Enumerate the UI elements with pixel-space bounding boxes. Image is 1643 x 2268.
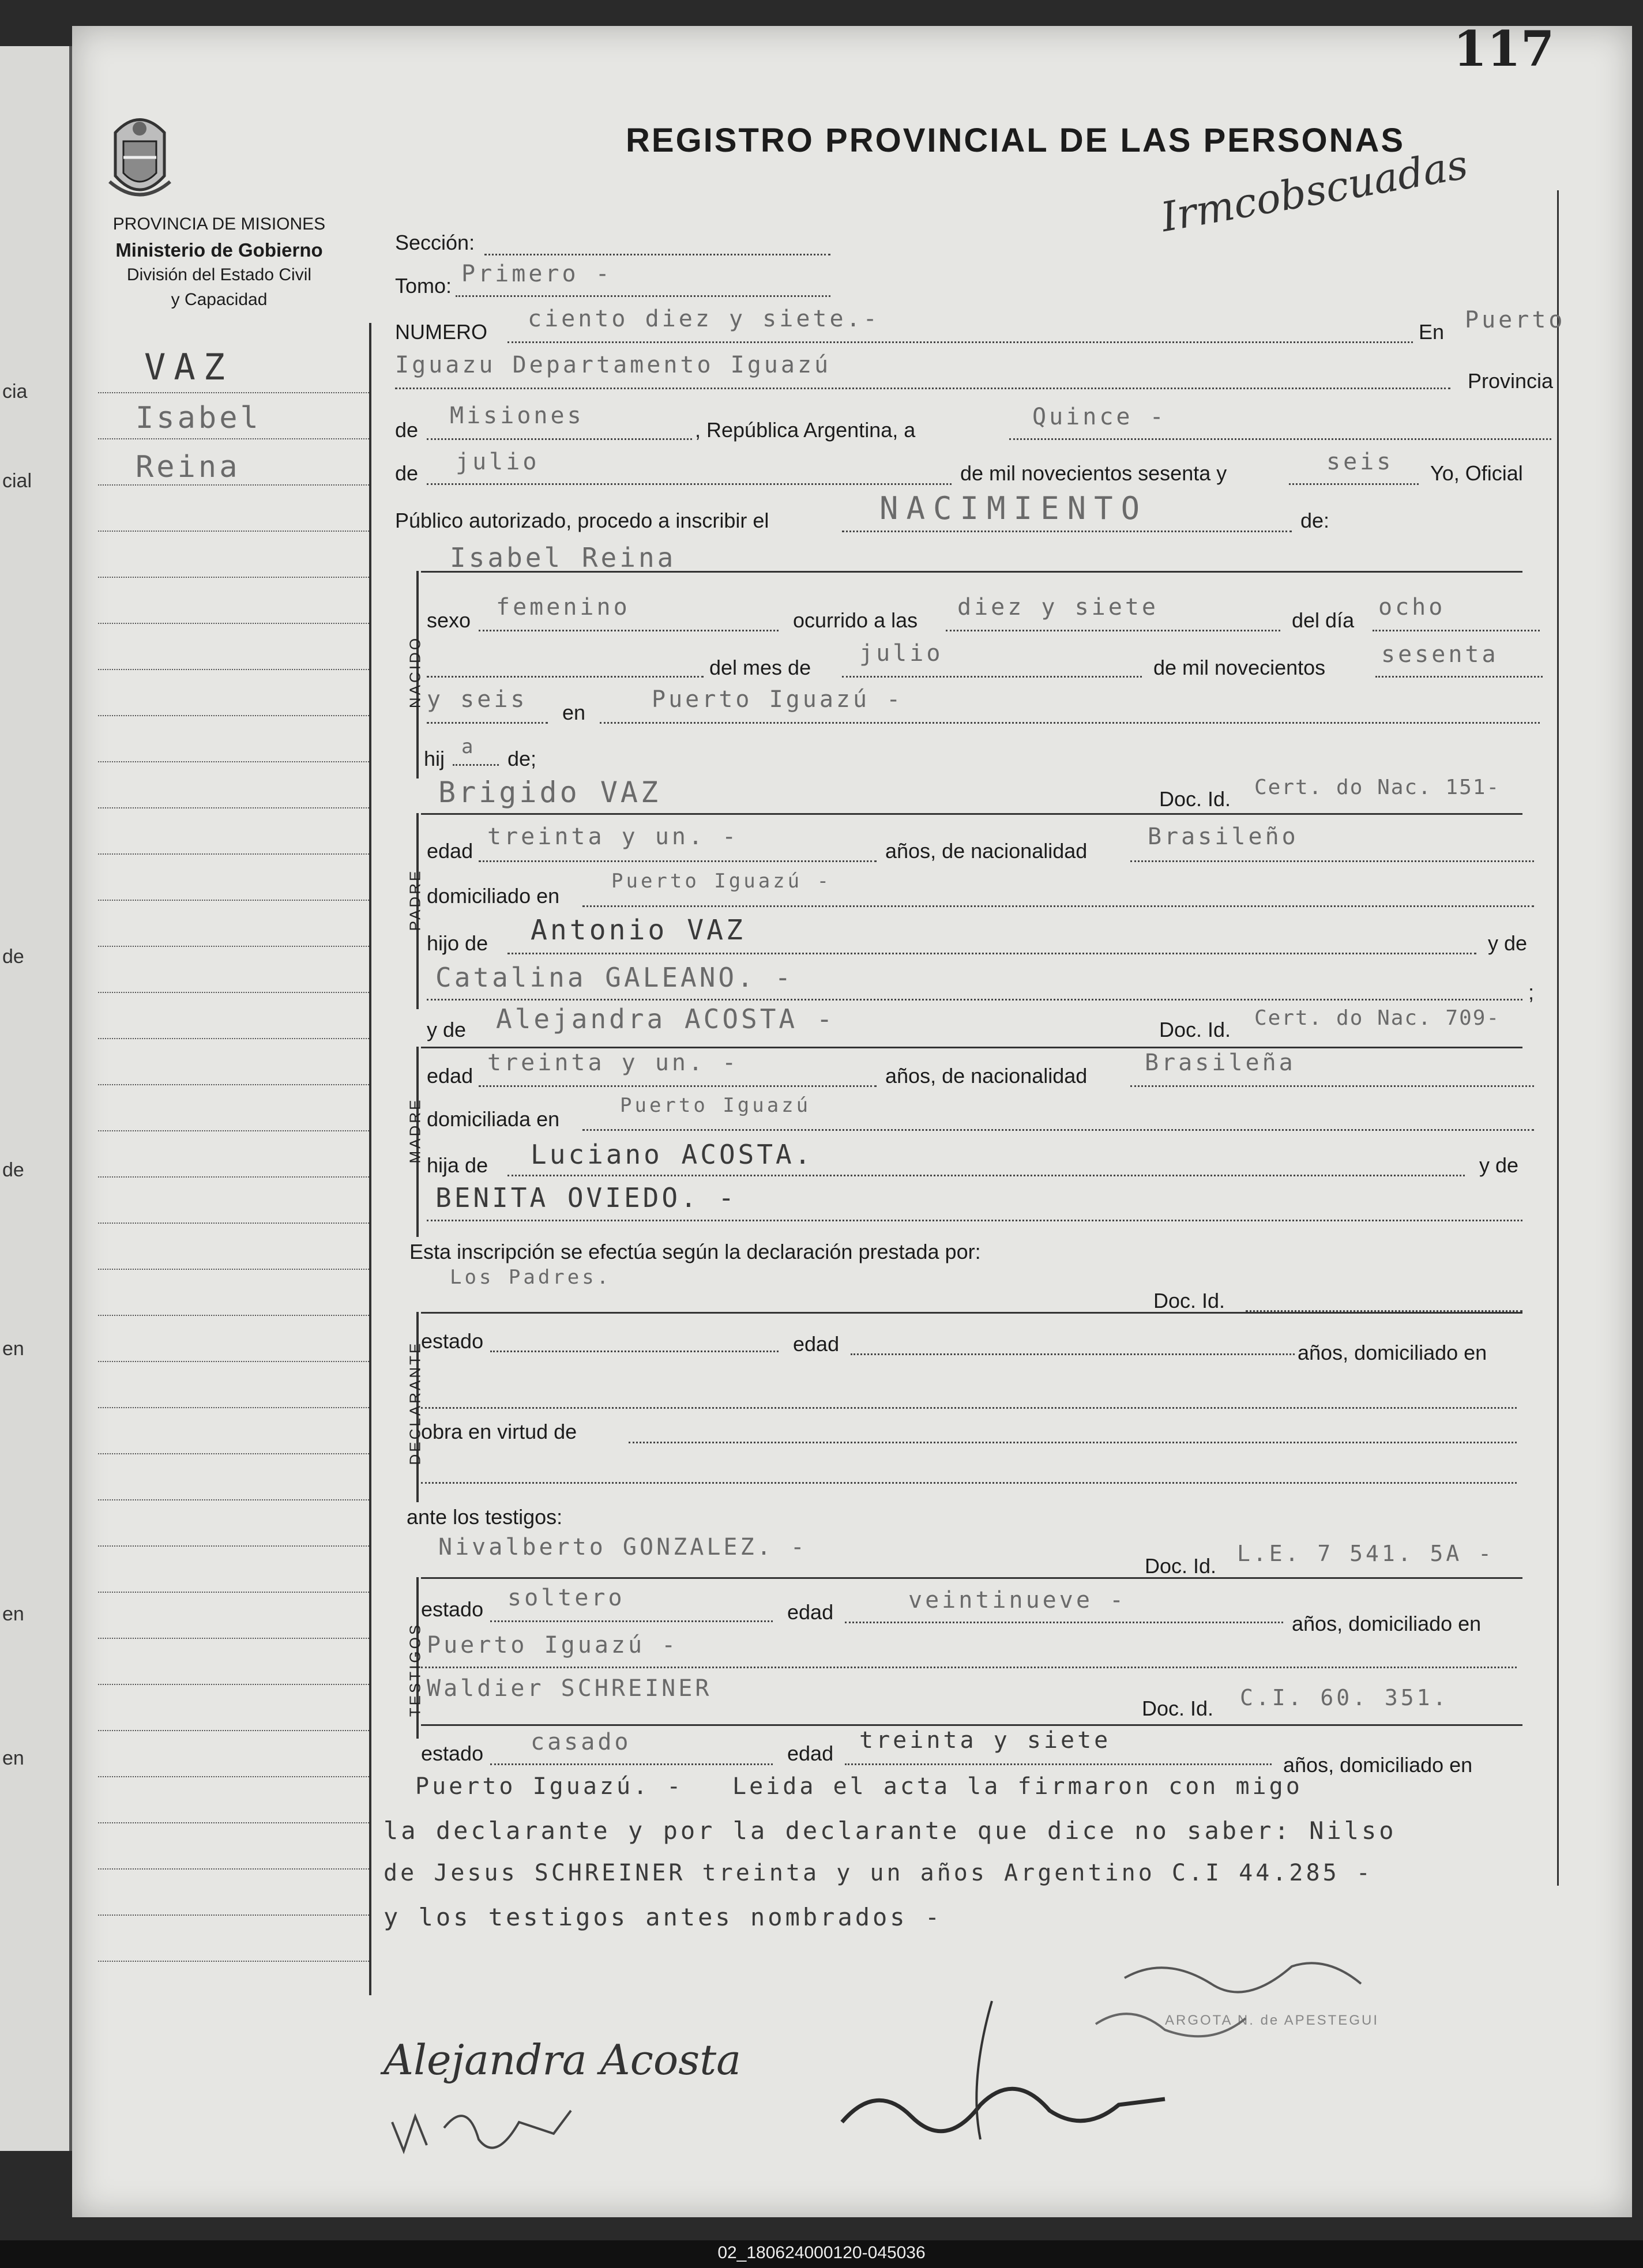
hij-label: hij bbox=[424, 747, 445, 770]
republica-label: , República Argentina, a bbox=[695, 418, 916, 442]
padre-edad-value: treinta y un. - bbox=[487, 823, 739, 850]
margin-name2: Reina bbox=[136, 450, 240, 484]
provincia-label: Provincia bbox=[1468, 369, 1554, 393]
madre-yde2-label: y de bbox=[1479, 1153, 1519, 1177]
madre-nombre-value: Alejandra ACOSTA - bbox=[496, 1003, 836, 1035]
padre-section-label: PADRE bbox=[406, 868, 424, 931]
testigo2-edad-value: treinta y siete bbox=[859, 1727, 1111, 1754]
nacido-dia-value: ocho bbox=[1378, 594, 1446, 620]
declarante-doc-label: Doc. Id. bbox=[1153, 1289, 1225, 1312]
nacido-section-label: NACIDO bbox=[406, 635, 424, 709]
testigo2-doc-value: C.I. 60. 351. bbox=[1240, 1685, 1449, 1710]
left-page-fragment: en bbox=[2, 1338, 24, 1360]
registry-page bbox=[72, 26, 1632, 2217]
nota-line4: y los testigos antes nombrados - bbox=[384, 1903, 943, 1931]
nacido-lugar-value: Puerto Iguazú - bbox=[652, 686, 904, 713]
nacido-mes-value: julio bbox=[859, 640, 943, 667]
margin-surname: VAZ bbox=[144, 346, 233, 388]
testigo1-edad-value: veintinueve - bbox=[908, 1587, 1127, 1613]
nacido-mil-label: de mil novecientos bbox=[1153, 656, 1326, 679]
padre-hijo-label: hijo de bbox=[427, 931, 488, 955]
declarante-edad-label: edad bbox=[793, 1332, 840, 1356]
madre-doc-label: Doc. Id. bbox=[1159, 1018, 1231, 1041]
signatures-scrawl-icon bbox=[807, 1932, 1442, 2162]
madre-anos-label: años, de nacionalidad bbox=[885, 1064, 1088, 1088]
page-number: 117 bbox=[1453, 20, 1555, 77]
de-label: de bbox=[395, 418, 419, 442]
left-page-fragment: cial bbox=[2, 470, 32, 492]
madre-domicilio-value: Puerto Iguazú bbox=[620, 1094, 811, 1117]
mes-value: julio bbox=[456, 449, 540, 475]
declarante-anos-label: años, domiciliado en bbox=[1298, 1341, 1487, 1364]
nota-line1: Leida el acta la firmaron con migo bbox=[732, 1773, 1303, 1800]
testigo2-doc-label: Doc. Id. bbox=[1142, 1697, 1214, 1720]
padre-domicilio-value: Puerto Iguazú - bbox=[611, 870, 832, 893]
madre-domicilio-label: domiciliada en bbox=[427, 1107, 560, 1131]
testigo1-domicilio-value: Puerto Iguazú - bbox=[427, 1632, 679, 1658]
padre-yde-label: y de bbox=[1488, 931, 1528, 955]
provincia-value: Misiones bbox=[450, 403, 584, 429]
testigo2-edad-label: edad bbox=[787, 1742, 834, 1765]
margin-divider bbox=[369, 323, 371, 1995]
scan-id: 02_180624000120-045036 bbox=[717, 2243, 926, 2262]
numero-label: NUMERO bbox=[395, 320, 487, 344]
testigos-section-label: TESTIGOS bbox=[406, 1622, 424, 1717]
left-page-fragment: en bbox=[2, 1747, 24, 1769]
testigo1-estado-label: estado bbox=[421, 1597, 484, 1621]
declarante-nombre-value: Los Padres. bbox=[450, 1266, 612, 1289]
padre-nacionalidad-value: Brasileño bbox=[1148, 823, 1299, 850]
left-page-fragment: en bbox=[2, 1603, 24, 1625]
padre-doc-value: Cert. do Nac. 151- bbox=[1254, 776, 1501, 799]
padre-doc-label: Doc. Id. bbox=[1159, 787, 1231, 811]
left-page-fragment: cia bbox=[2, 381, 28, 403]
testigo2-domicilio-value: Puerto Iguazú. - bbox=[415, 1773, 684, 1800]
de3-label: de: bbox=[1300, 509, 1330, 532]
anio-value: seis bbox=[1326, 449, 1394, 475]
padre-nombre-value: Brigido VAZ bbox=[438, 776, 661, 809]
testigo2-anos-label: años, domiciliado en bbox=[1283, 1753, 1473, 1777]
madre-hija-value: Luciano ACOSTA. bbox=[531, 1139, 814, 1170]
header-capacity: y Capacidad bbox=[171, 290, 268, 309]
hij-de-label: de; bbox=[507, 747, 537, 770]
tomo-label: Tomo: bbox=[395, 274, 452, 298]
officer-stamp: ARGOTA N. de APESTEGUI bbox=[1165, 2013, 1379, 2028]
testigo2-nombre: Waldier SCHREINER bbox=[427, 1675, 712, 1702]
testigos-intro: ante los testigos: bbox=[407, 1505, 563, 1529]
en-value: Puerto bbox=[1465, 307, 1566, 333]
padre-edad-label: edad bbox=[427, 839, 473, 863]
testigo1-doc-label: Doc. Id. bbox=[1145, 1554, 1217, 1578]
madre-edad-value: treinta y un. - bbox=[487, 1050, 739, 1076]
nota-line3: de Jesus SCHREINER treinta y un años Argentino C.I 44.285 - bbox=[384, 1860, 1373, 1886]
nombre-value: Isabel Reina bbox=[450, 542, 676, 573]
madre-edad-label: edad bbox=[427, 1064, 473, 1088]
testigo2-estado-label: estado bbox=[421, 1742, 484, 1765]
padre-hijo-value: Antonio VAZ bbox=[531, 914, 746, 946]
coat-of-arms-icon bbox=[104, 107, 176, 205]
left-page-fragment: de bbox=[2, 1159, 24, 1181]
nacido-anio-value: sesenta bbox=[1381, 641, 1499, 668]
nota-line2: la declarante y por la declarante que dice no saber: Nilso bbox=[384, 1816, 1397, 1845]
seccion-label: Sección: bbox=[395, 231, 475, 254]
declarante-intro: Esta inscripción se efectúa según la declaración prestada por: bbox=[409, 1240, 981, 1263]
declarante-section-label: DECLARANTE bbox=[406, 1341, 424, 1465]
left-page-edge bbox=[0, 46, 73, 2151]
ocurrido-label: ocurrido a las bbox=[793, 608, 918, 632]
yo-label: Yo, Oficial bbox=[1430, 461, 1523, 485]
nacido-anio-value2: y seis bbox=[427, 686, 528, 713]
left-page-fragment: de bbox=[2, 946, 24, 968]
acto-value: NACIMIENTO bbox=[879, 490, 1148, 526]
numero-value: ciento diez y siete.- bbox=[528, 306, 880, 332]
padre-punct: ; bbox=[1528, 980, 1535, 1004]
nacido-en-label: en bbox=[562, 701, 586, 724]
testigo1-edad-label: edad bbox=[787, 1600, 834, 1624]
dia-value: Quince - bbox=[1032, 404, 1167, 430]
testigo1-anos-label: años, domiciliado en bbox=[1292, 1612, 1482, 1635]
madre-section-label: MADRE bbox=[406, 1097, 424, 1164]
margin-name1: Isabel bbox=[136, 401, 261, 435]
de2-label: de bbox=[395, 461, 419, 485]
witness-scrawl-icon bbox=[381, 2088, 727, 2168]
right-border bbox=[1557, 190, 1559, 1886]
header-province: PROVINCIA DE MISIONES bbox=[112, 215, 326, 234]
mil-label: de mil novecientos sesenta y bbox=[960, 461, 1227, 485]
hij-value: a bbox=[461, 735, 476, 758]
testigo1-nombre: Nivalberto GONZALEZ. - bbox=[438, 1534, 807, 1560]
testigo1-estado-value: soltero bbox=[507, 1585, 625, 1611]
en-label: En bbox=[1419, 320, 1445, 344]
officer-signature: Irmcobscuadas bbox=[1157, 140, 1472, 242]
declarante-obra-label: obra en virtud de bbox=[421, 1420, 577, 1443]
header-ministry: Ministerio de Gobierno bbox=[115, 239, 323, 261]
header-division: División del Estado Civil bbox=[126, 265, 312, 284]
del-mes-label: del mes de bbox=[709, 656, 811, 679]
sexo-value: femenino bbox=[496, 594, 630, 620]
padre-madre-value: Catalina GALEANO. - bbox=[435, 962, 794, 993]
testigo1-doc-value: L.E. 7 541. 5A - bbox=[1237, 1541, 1495, 1566]
hora-value: diez y siete bbox=[957, 594, 1159, 620]
page-title: REGISTRO PROVINCIAL DE LAS PERSONAS bbox=[626, 122, 1405, 159]
madre-hija-label: hija de bbox=[427, 1153, 488, 1177]
madre-nacionalidad-value: Brasileña bbox=[1145, 1050, 1296, 1076]
testigo2-estado-value: casado bbox=[531, 1729, 631, 1755]
tomo-value: Primero - bbox=[461, 261, 612, 287]
madre-madre-value: BENITA OVIEDO. - bbox=[435, 1182, 738, 1213]
del-dia-label: del día bbox=[1292, 608, 1355, 632]
madre-yde-label: y de bbox=[427, 1018, 467, 1041]
publico-label: Público autorizado, procedo a inscribir el bbox=[395, 509, 769, 532]
lugar-value: Iguazu Departamento Iguazú bbox=[395, 352, 832, 378]
padre-domicilio-label: domiciliado en bbox=[427, 884, 560, 908]
padre-anos-label: años, de nacionalidad bbox=[885, 839, 1088, 863]
madre-doc-value: Cert. do Nac. 709- bbox=[1254, 1006, 1501, 1030]
mother-signature: Alejandra Acosta bbox=[384, 2036, 742, 2084]
sexo-label: sexo bbox=[427, 608, 471, 632]
declarante-estado-label: estado bbox=[421, 1329, 484, 1353]
